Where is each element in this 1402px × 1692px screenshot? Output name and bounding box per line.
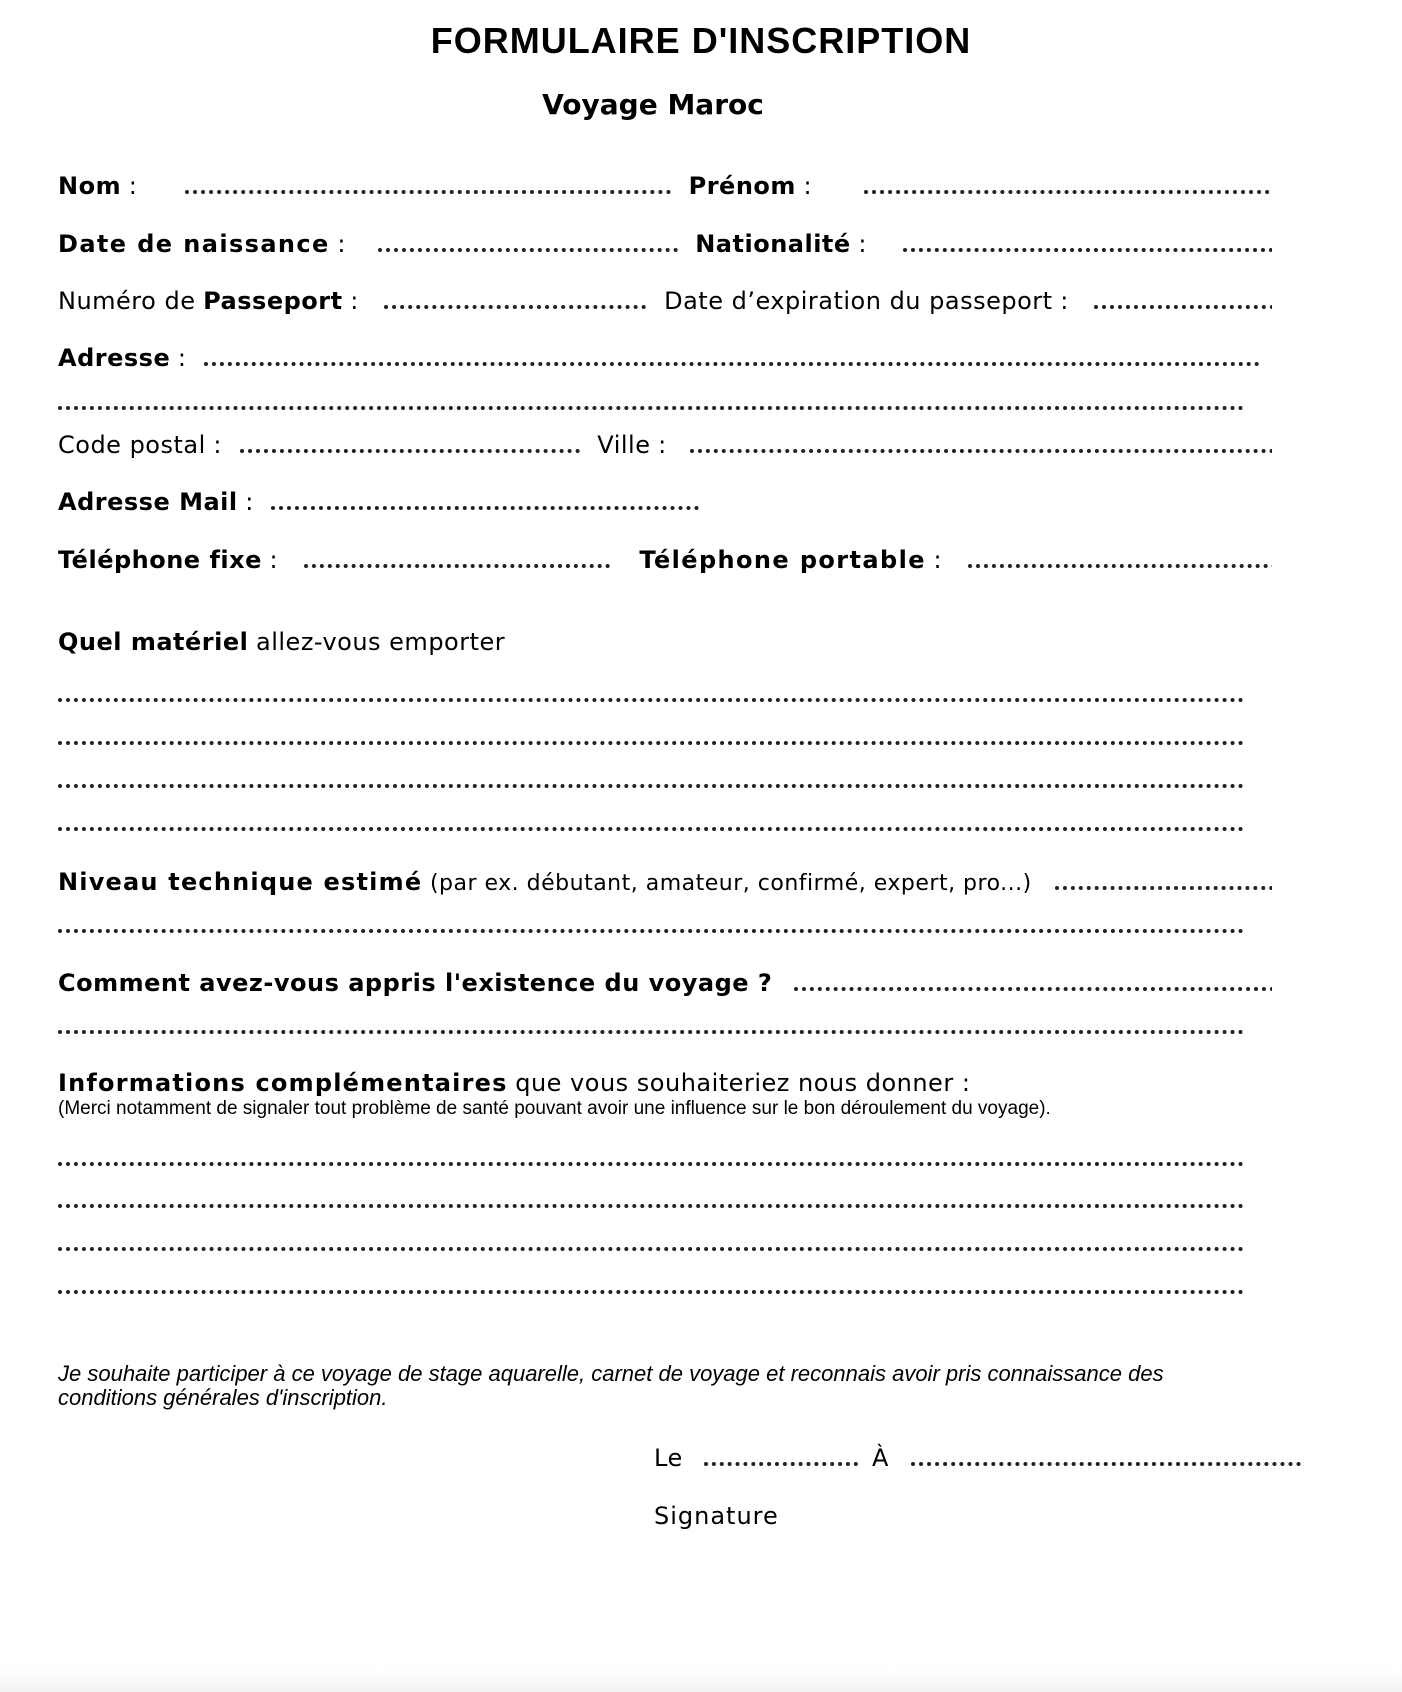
- niveau-hint: (par ex. débutant, amateur, confirmé, expert, pro...): [429, 871, 1032, 896]
- code-postal-field[interactable]: [240, 445, 580, 453]
- prenom-field[interactable]: [864, 186, 1272, 194]
- tel-portable-label: Téléphone portable: [639, 546, 926, 574]
- form-subtitle: Voyage Maroc: [542, 88, 764, 121]
- date-naissance-field[interactable]: [378, 244, 678, 252]
- row-materiel: [58, 627, 1272, 657]
- passeport-colon: :: [350, 287, 359, 315]
- materiel-field-line-4[interactable]: [58, 823, 1244, 831]
- infos-note: (Merci notamment de signaler tout problème de santé pouvant avoir une influence sur le bon déroulement du voyage).: [58, 1098, 1051, 1119]
- nom-field[interactable]: [185, 186, 671, 194]
- passeport-prefix: Numéro de: [58, 287, 196, 315]
- passeport-field[interactable]: [384, 301, 646, 309]
- niveau-field-line-2[interactable]: [58, 925, 1244, 933]
- adresse-field[interactable]: [204, 358, 1260, 366]
- nom-label: Nom: [58, 172, 122, 200]
- infos-field-line-4[interactable]: [58, 1286, 1244, 1294]
- signature-label: Signature: [654, 1502, 779, 1530]
- expiration-colon: :: [1060, 287, 1069, 315]
- tel-fixe-label: Téléphone fixe: [58, 546, 262, 574]
- ville-label: Ville: [597, 431, 651, 459]
- date-naissance-label: Date de naissance: [58, 230, 330, 258]
- code-postal-colon: :: [213, 431, 223, 459]
- niveau-label: Niveau technique estimé: [58, 868, 423, 896]
- infos-field-line-3[interactable]: [58, 1243, 1244, 1251]
- materiel-suffix: allez-vous emporter: [256, 628, 506, 656]
- nationalite-field[interactable]: [903, 244, 1272, 252]
- mail-colon: :: [245, 488, 254, 516]
- adresse-field-line-2[interactable]: [58, 402, 1244, 410]
- niveau-field[interactable]: [1055, 882, 1272, 890]
- nom-colon: :: [128, 172, 138, 200]
- materiel-field-line-2[interactable]: [58, 737, 1244, 745]
- tel-fixe-colon: :: [269, 546, 279, 574]
- passeport-label: Passeport: [203, 287, 343, 315]
- row-infos: [58, 1068, 1272, 1098]
- nationalite-colon: :: [858, 230, 867, 258]
- form-title: FORMULAIRE D'INSCRIPTION: [430, 20, 972, 61]
- lieu-field[interactable]: [911, 1458, 1301, 1466]
- materiel-label: Quel matériel: [58, 628, 249, 656]
- materiel-field-line-1[interactable]: [58, 694, 1244, 702]
- adresse-colon: :: [177, 344, 187, 372]
- tel-portable-field[interactable]: [968, 560, 1272, 568]
- tel-fixe-field[interactable]: [304, 560, 610, 568]
- materiel-field-line-3[interactable]: [58, 780, 1244, 788]
- expiration-label: Date d’expiration du passeport: [664, 287, 1053, 315]
- comment-field-line-2[interactable]: [58, 1026, 1244, 1034]
- ville-colon: :: [658, 431, 667, 459]
- adresse-label: Adresse: [58, 344, 171, 372]
- date-naissance-colon: :: [337, 230, 346, 258]
- infos-field-line-1[interactable]: [58, 1158, 1244, 1166]
- page-bottom-shade: [0, 1668, 1402, 1692]
- prenom-colon: :: [803, 172, 813, 200]
- comment-field[interactable]: [794, 983, 1272, 991]
- ville-field[interactable]: [690, 445, 1272, 453]
- row-adresse: [58, 343, 1272, 373]
- row-mail: [58, 487, 1272, 517]
- le-label: Le: [654, 1444, 683, 1472]
- nationalite-label: Nationalité: [695, 230, 851, 258]
- prenom-label: Prénom: [688, 172, 796, 200]
- tel-portable-colon: :: [933, 546, 943, 574]
- row-passeport: [58, 286, 1272, 316]
- infos-field-line-2[interactable]: [58, 1200, 1244, 1208]
- declaration-text: Je souhaite participer à ce voyage de stage aquarelle, carnet de voyage et reconnais avoir pris connaissance des conditions générales d'inscription.: [58, 1361, 1164, 1410]
- mail-label: Adresse Mail: [58, 488, 238, 516]
- row-telephones: [58, 545, 1272, 575]
- infos-label: Informations complémentaires: [58, 1069, 508, 1097]
- date-field[interactable]: [704, 1458, 858, 1466]
- row-code-postal-ville: [58, 430, 1272, 460]
- code-postal-label: Code postal: [58, 431, 206, 459]
- a-label: À: [872, 1444, 889, 1472]
- row-nom-prenom: [58, 171, 1272, 201]
- row-niveau: [58, 867, 1272, 899]
- row-comment: [58, 968, 1272, 998]
- infos-suffix: que vous souhaiteriez nous donner :: [515, 1069, 971, 1097]
- expiration-field[interactable]: [1094, 301, 1272, 309]
- comment-label: Comment avez-vous appris l'existence du voyage ?: [58, 969, 773, 997]
- row-naissance-nationalite: [58, 229, 1272, 259]
- row-lieu-date: [654, 1444, 1311, 1472]
- mail-field[interactable]: [271, 502, 699, 510]
